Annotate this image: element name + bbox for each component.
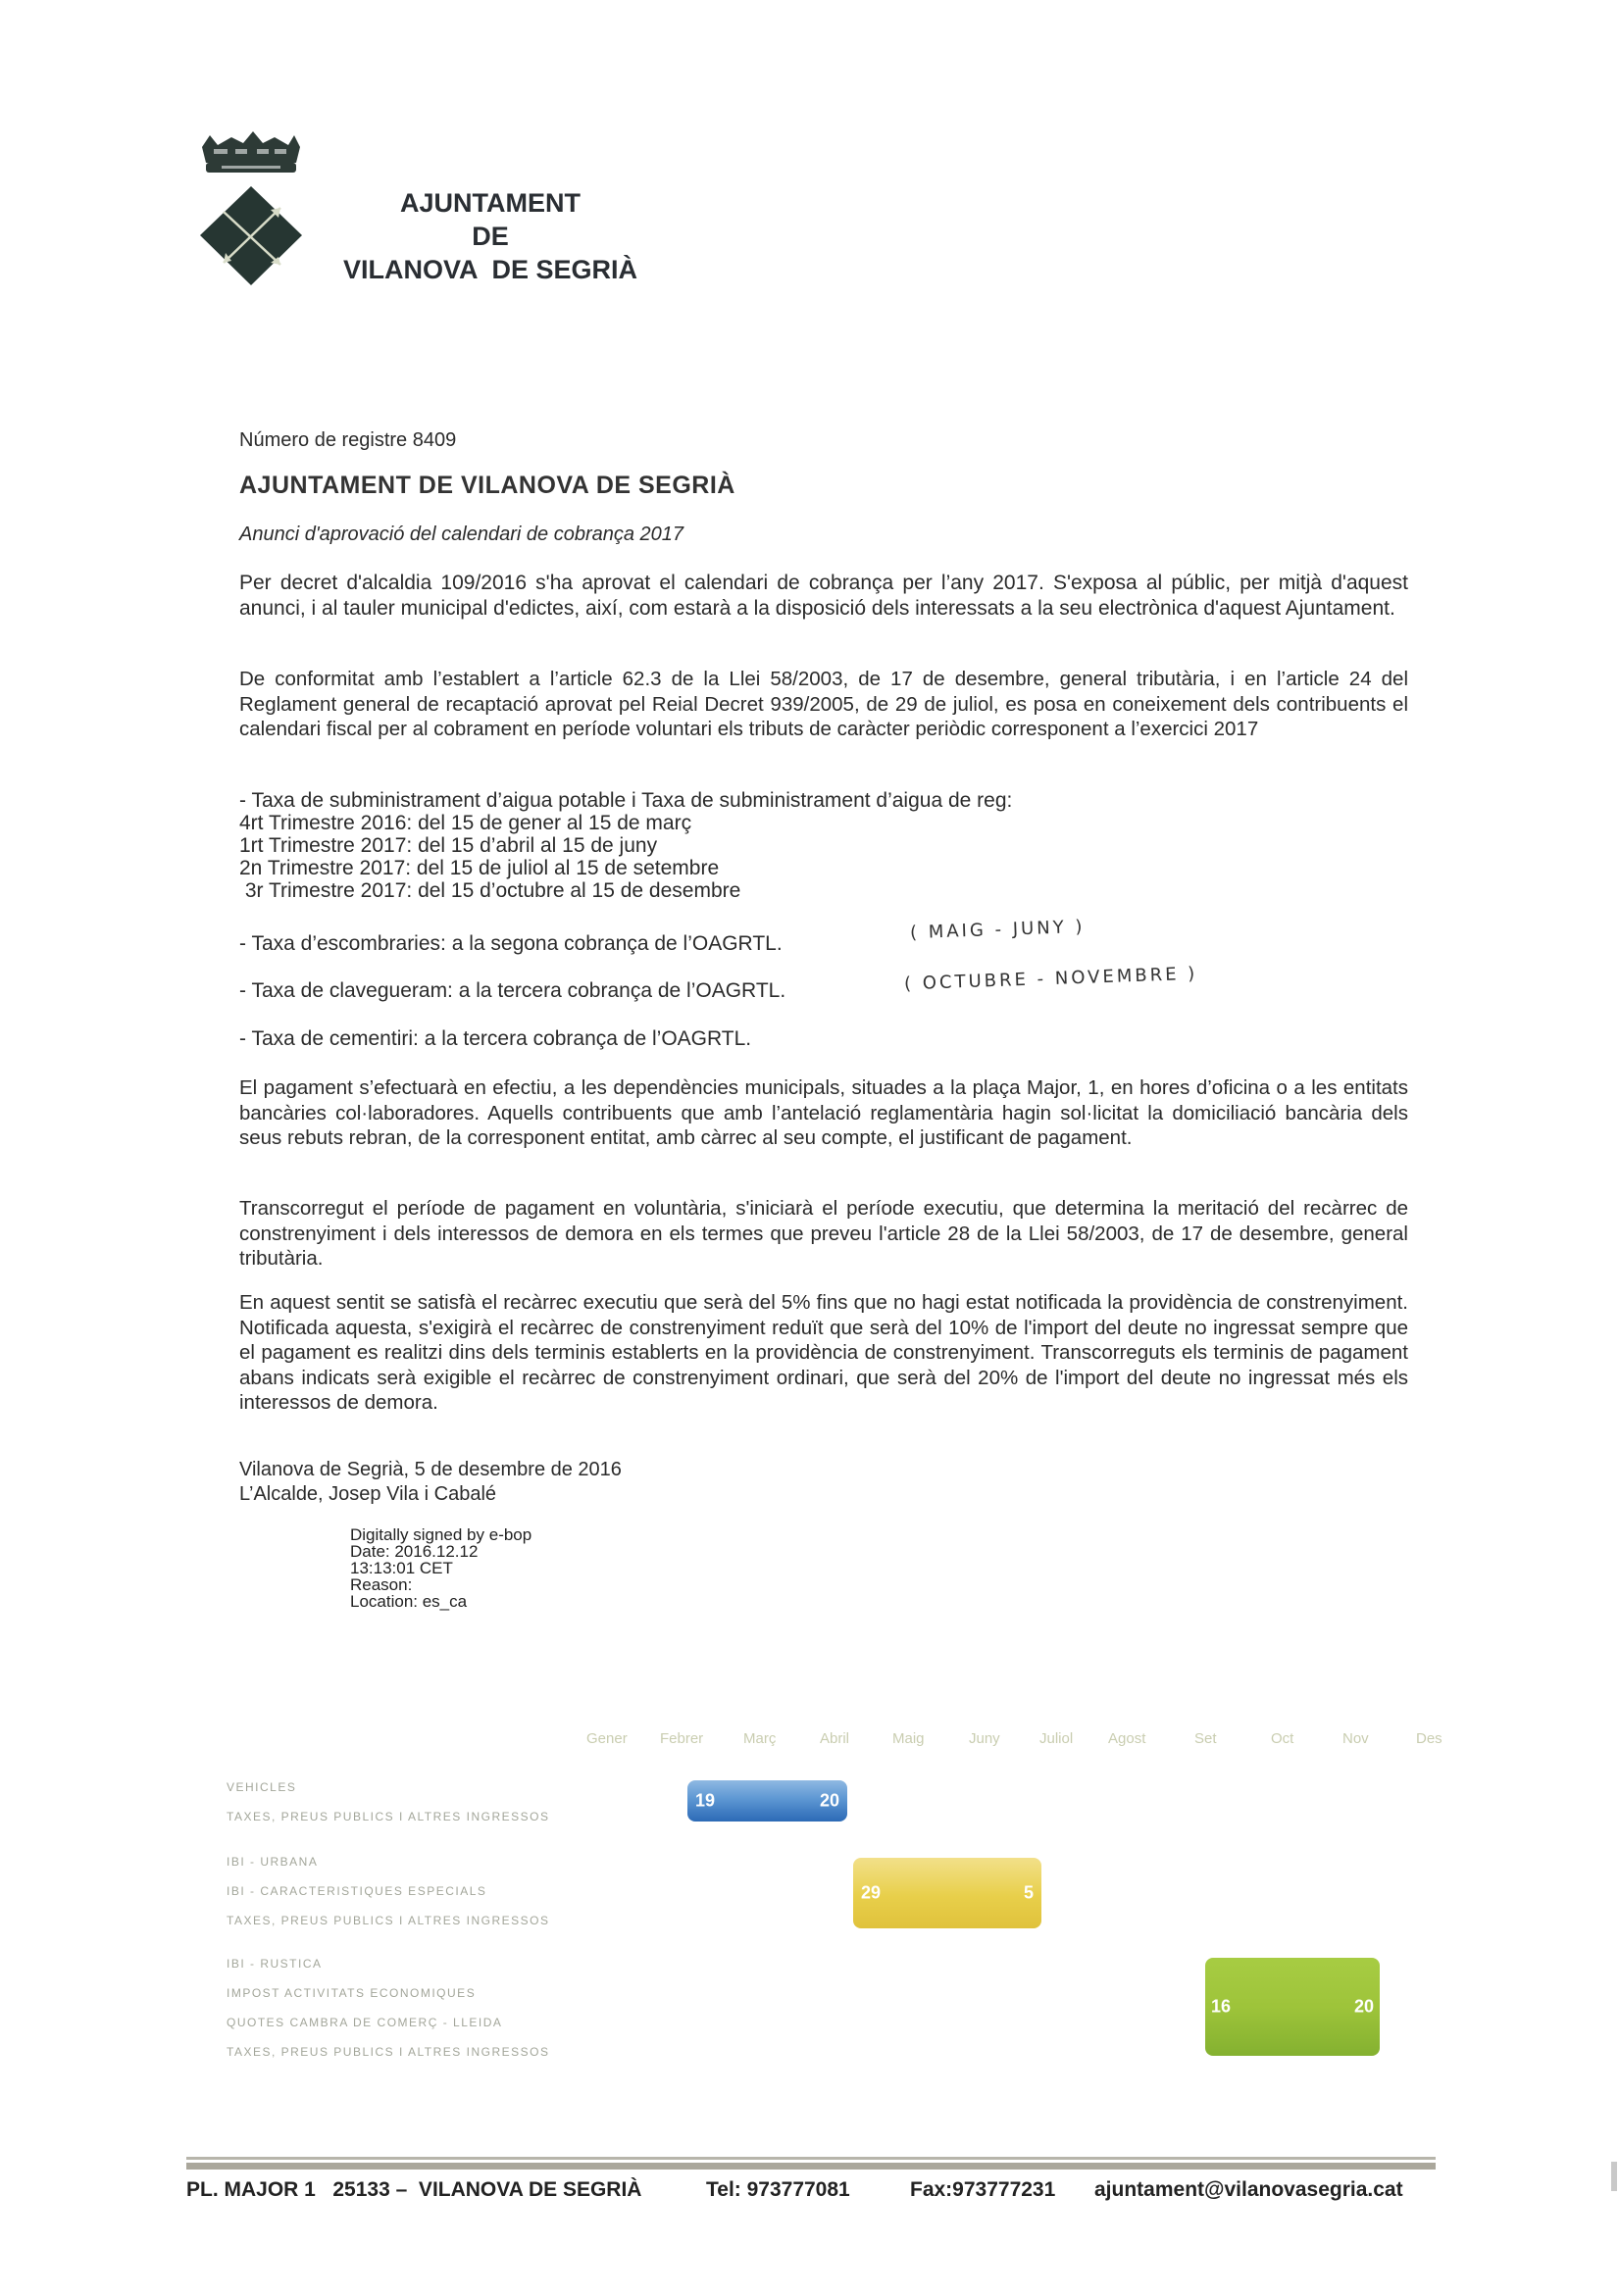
footer-contact <box>186 2178 1436 2296</box>
month-label: Oct <box>1271 1730 1294 1747</box>
place-date: Vilanova de Segrià, 5 de desembre de 2016 <box>239 1459 622 1480</box>
crown-icon <box>192 125 310 287</box>
shield-icon <box>200 186 302 285</box>
water-tax-period: 1rt Trimestre 2017: del 15 d’abril al 15 de juny <box>239 834 658 857</box>
document-title: AJUNTAMENT DE VILANOVA DE SEGRIÀ <box>239 472 735 499</box>
month-label: Des <box>1416 1730 1442 1747</box>
paragraph-legal-basis: De conformitat amb l’establert a l’article 62.3 de la Llei 58/2003, de 17 de desembre, general tributària, i en l’article 24 del Reglament general de recaptació aprovat pel Reial Decret 939/2005, de 29 de juliol, es posa en coneixement dels contribuents el calendari fiscal per al cobrament en període voluntari els tributs de caràcter periòdic corresponent a l’exercici 2017 <box>239 668 1408 740</box>
paragraph-payment: El pagament s’efectuarà en efectiu, a les dependències municipals, situades a la plaça Major, 1, en hores d’oficina o a les entitats bancàries col·laboradores. Aquells contribuents que amb l’antelació reglamentària hagin sol·licitat la domiciliació bancària dels seus rebuts rebran, de la corresponent entitat, amb càrrec al seu compte, el justificant de pagament. <box>239 1076 1408 1149</box>
registry-number: Número de registre 8409 <box>239 429 457 451</box>
calendar-period-bar-vehicles <box>687 1780 847 1822</box>
water-tax-period: 4rt Trimestre 2016: del 15 de gener al 15 de març <box>239 812 692 834</box>
period-end-day: 5 <box>1023 1882 1034 1903</box>
scan-edge-mark <box>1611 2162 1617 2191</box>
calendar-category: IBI - URBANA <box>227 1855 319 1869</box>
signature-line: Location: es_ca <box>350 1592 468 1611</box>
calendar-month-header <box>579 1730 1451 1754</box>
letterhead-line-3: VILANOVA DE SEGRIÀ <box>342 255 638 284</box>
handwritten-note-garbage: ( MAIG - JUNY ) <box>909 916 1086 944</box>
tax-garbage: - Taxa d’escombraries: a la segona cobrança de l’OAGRTL. <box>239 932 783 955</box>
calendar-category: TAXES, PREUS PUBLICS I ALTRES INGRESSOS <box>227 1810 550 1823</box>
signature-line: Digitally signed by e-bop <box>350 1525 532 1544</box>
calendar-period-bar-ibi-rustica <box>1205 1958 1380 2056</box>
tax-sewer: - Taxa de clavegueram: a la tercera cobrança de l’OAGRTL. <box>239 979 786 1002</box>
month-label: Nov <box>1342 1730 1369 1747</box>
calendar-category: TAXES, PREUS PUBLICS I ALTRES INGRESSOS <box>227 2045 550 2059</box>
water-tax-period: 3r Trimestre 2017: del 15 d’octubre al 15 de desembre <box>239 879 741 902</box>
paragraph-decree: Per decret d'alcaldia 109/2016 s'ha aprovat el calendari de cobrança per l’any 2017. S'exposa al públic, per mitjà d'aquest anunci, i al tauler municipal d'edictes, així, com estarà a la disposició dels interessats a la seu electrònica d'aquest Ajuntament. <box>239 572 1408 620</box>
digital-signature <box>350 1526 531 1610</box>
calendar-category: IBI - RUSTICA <box>227 1957 323 1971</box>
document-subtitle: Anunci d'aprovació del calendari de cobrança 2017 <box>239 524 684 545</box>
calendar-category: IMPOST ACTIVITATS ECONOMIQUES <box>227 1986 477 2000</box>
water-tax-heading: - Taxa de subministrament d’aigua potable i Taxa de subministrament d’aigua de reg: <box>239 789 1013 812</box>
letterhead-line-2: DE <box>472 222 509 251</box>
footer-tel: Tel: 973777081 <box>706 2178 850 2201</box>
month-label: Agost <box>1108 1730 1146 1747</box>
handwritten-note-sewer: ( OCTUBRE - NOVEMBRE ) <box>903 963 1198 995</box>
period-start-day: 16 <box>1211 1996 1232 2017</box>
month-label: Set <box>1194 1730 1217 1747</box>
footer-divider <box>186 2163 1436 2170</box>
water-tax-schedule <box>239 789 1408 902</box>
calendar-period-bar-ibi-urbana <box>853 1858 1041 1928</box>
period-start-day: 29 <box>861 1882 882 1903</box>
month-label: Maig <box>892 1730 925 1747</box>
month-label: Juliol <box>1039 1730 1074 1747</box>
paragraph-executive-period: Transcorregut el període de pagament en voluntària, s'iniciarà el període executiu, que determina la meritació del recàrrec de constrenyiment i dels interessos de demora en els termes que preveu l'article 28 de la Llei 58/2003, de 17 de desembre, general tributària. <box>239 1197 1408 1270</box>
footer-divider <box>186 2157 1436 2160</box>
month-label: Juny <box>969 1730 1000 1747</box>
month-label: Març <box>743 1730 777 1747</box>
period-start-day: 19 <box>695 1790 716 1811</box>
calendar-category: TAXES, PREUS PUBLICS I ALTRES INGRESSOS <box>227 1914 550 1927</box>
signature-line: 13:13:01 CET <box>350 1559 453 1577</box>
footer-address: PL. MAJOR 1 25133 – VILANOVA DE SEGRIÀ <box>186 2178 642 2201</box>
footer-email[interactable]: ajuntament@vilanovasegria.cat <box>1094 2178 1403 2201</box>
signer: L’Alcalde, Josep Vila i Cabalé <box>239 1483 497 1505</box>
letterhead-title <box>333 186 647 286</box>
letterhead-line-1: AJUNTAMENT <box>400 188 581 218</box>
closing-block <box>239 1458 1408 1507</box>
paragraph-surcharges: En aquest sentit se satisfà el recàrrec executiu que serà del 5% fins que no hagi estat notificada la providència de constrenyiment. Notificada aquesta, s'exigirà el recàrrec de constrenyiment reduït que serà del 10% de l'import del deute no ingressat sempre que el pagament es realitzi dins dels terminis establerts en la providència de constrenyiment. Transcorreguts els terminis de pagament abans indicats serà exigible el recàrrec de constrenyiment ordinari, que serà del 20% de l'import del deute no ingressat més els interessos de demora. <box>239 1291 1408 1414</box>
month-label: Gener <box>586 1730 628 1747</box>
coat-of-arms-logo <box>192 125 310 287</box>
period-end-day: 20 <box>1353 1996 1374 2017</box>
signature-line: Date: 2016.12.12 <box>350 1542 479 1561</box>
footer-fax: Fax:973777231 <box>910 2178 1056 2201</box>
period-end-day: 20 <box>819 1790 839 1811</box>
month-label: Abril <box>820 1730 850 1747</box>
month-label: Febrer <box>660 1730 704 1747</box>
water-tax-period: 2n Trimestre 2017: del 15 de juliol al 15 de setembre <box>239 857 720 879</box>
tax-cemetery: - Taxa de cementiri: a la tercera cobrança de l’OAGRTL. <box>239 1027 752 1050</box>
calendar-category: VEHICLES <box>227 1780 297 1794</box>
signature-line: Reason: <box>350 1575 413 1594</box>
calendar-category: IBI - CARACTERISTIQUES ESPECIALS <box>227 1884 487 1898</box>
calendar-category: QUOTES CAMBRA DE COMERÇ - LLEIDA <box>227 2016 503 2029</box>
